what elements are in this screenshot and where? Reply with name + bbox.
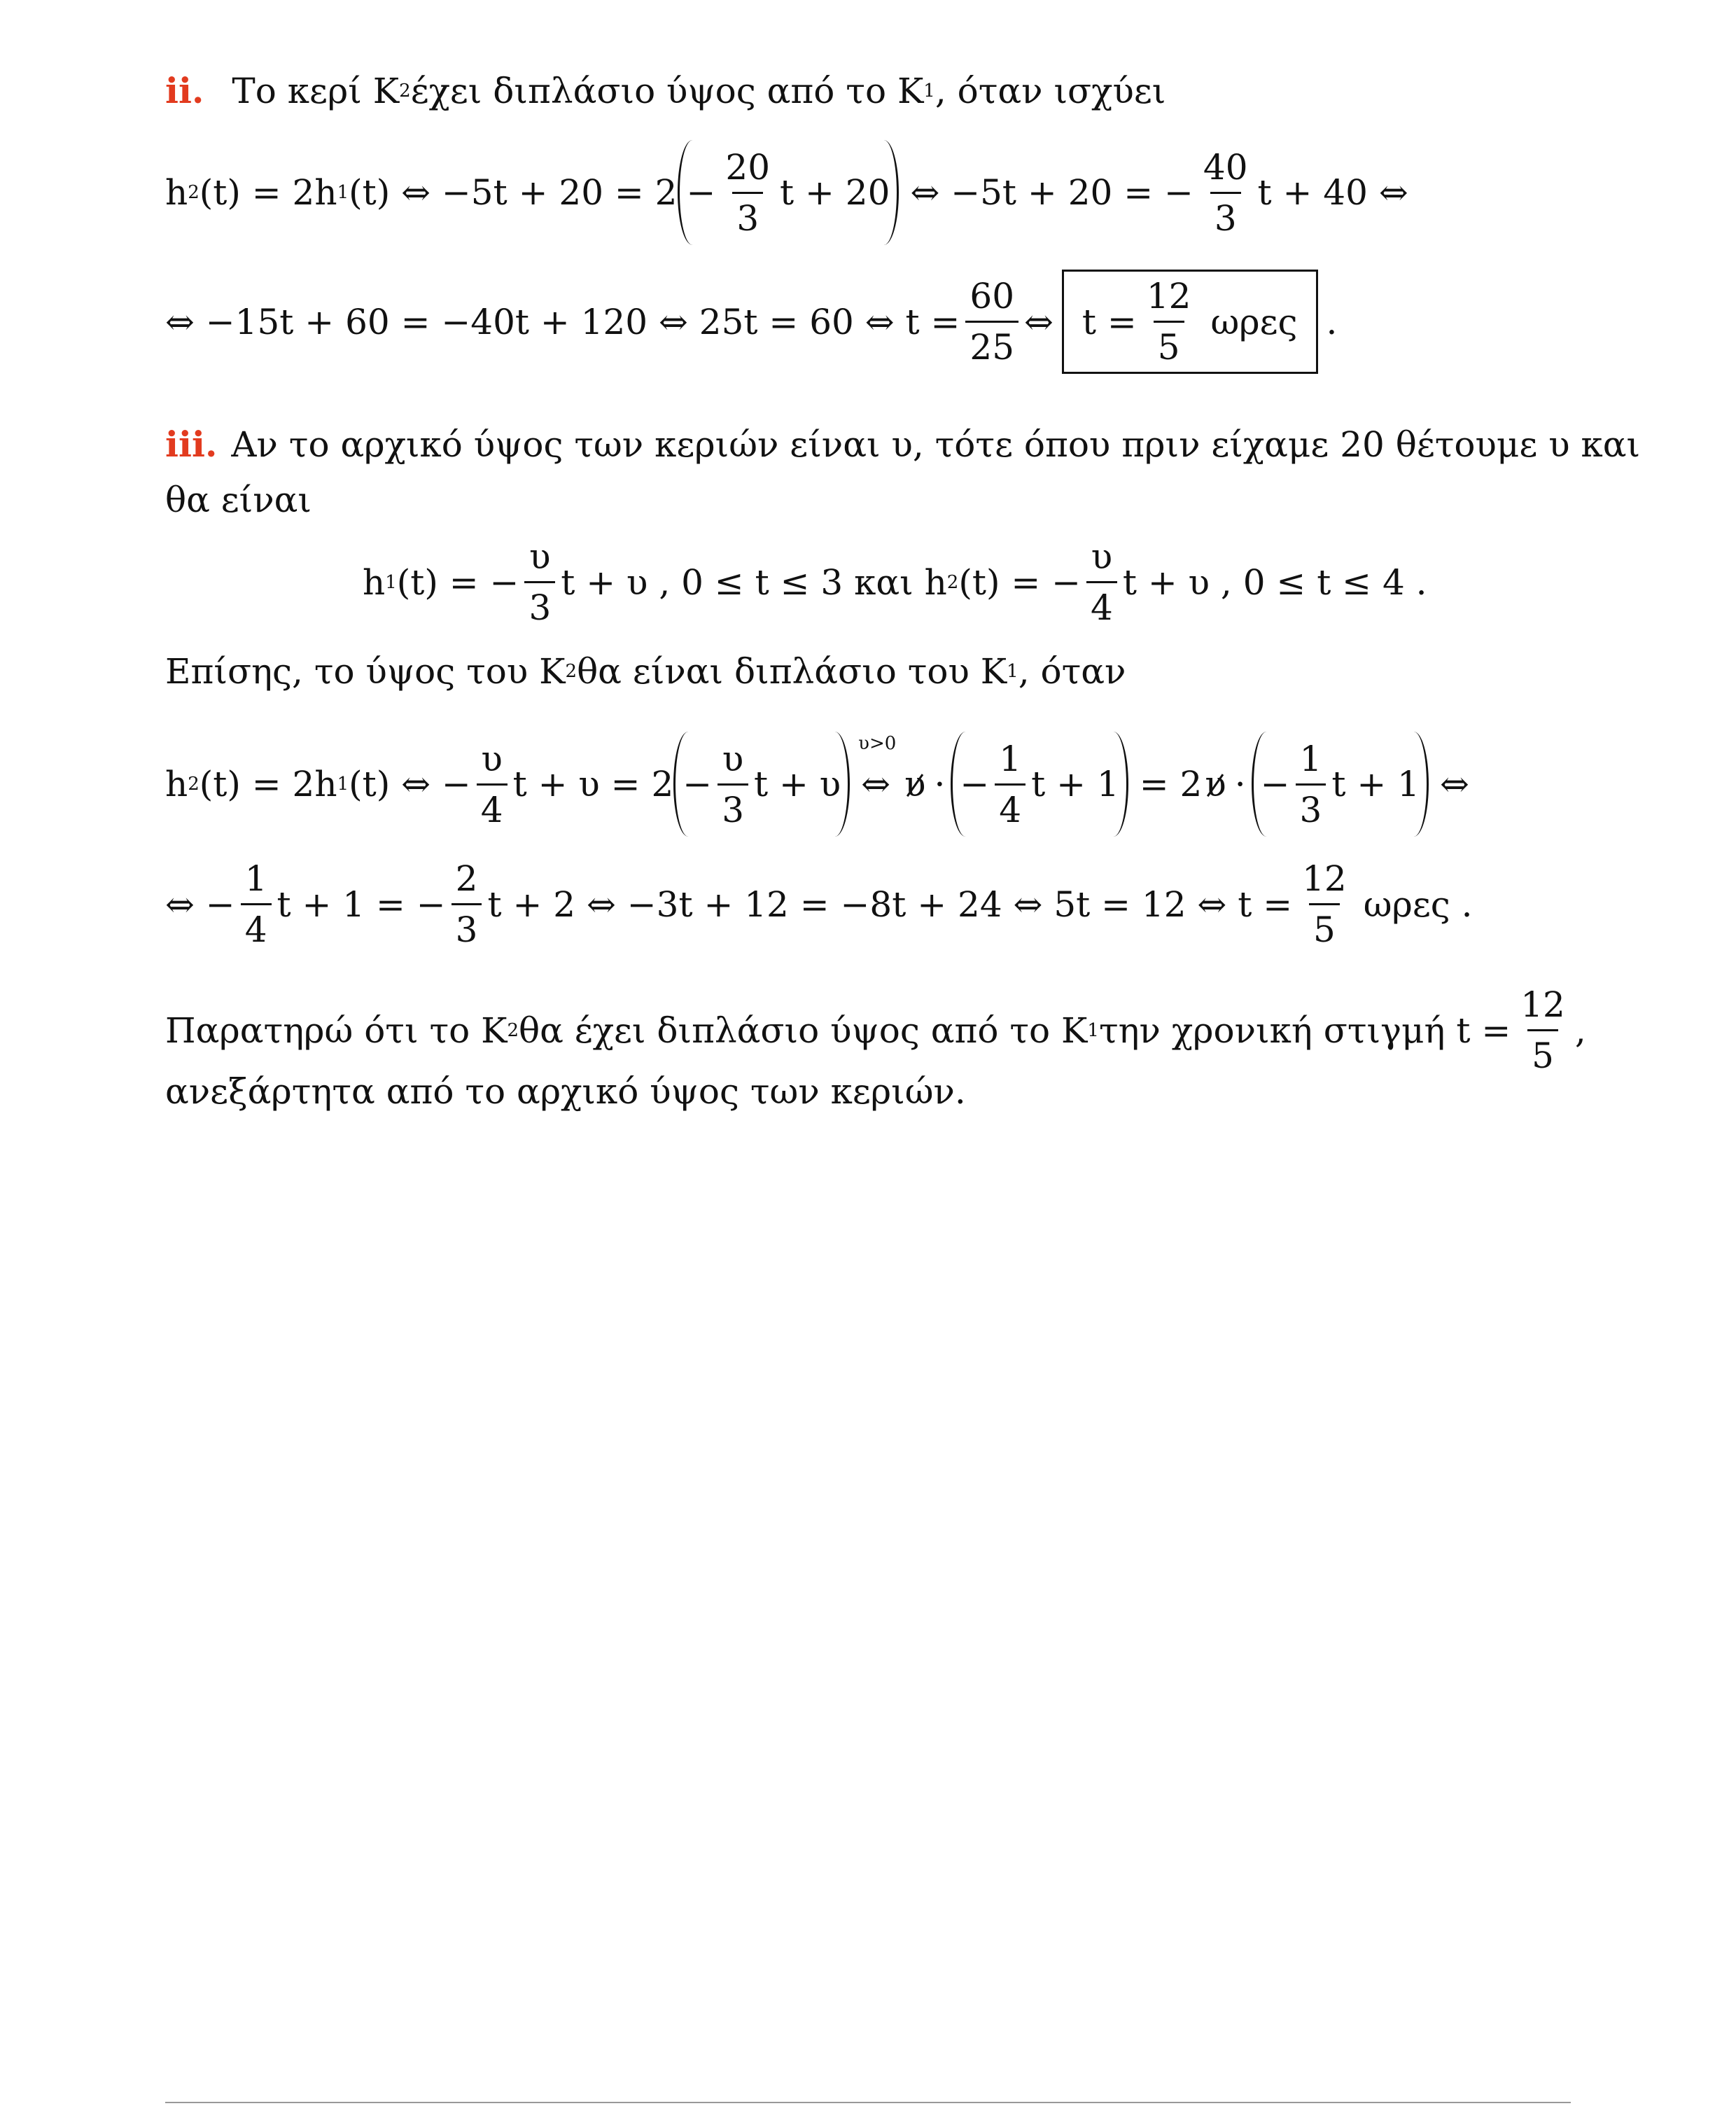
text: έχει διπλάσιο ύψος από το K — [410, 70, 924, 111]
text: Αν το αρχικό ύψος των κεριών είναι υ, τότε όπου πριν είχαμε 20 θέτουμε υ και — [231, 424, 1641, 465]
subscript: 2 — [188, 774, 200, 795]
denominator: 5 — [1309, 903, 1340, 947]
math: ⇔ − — [165, 884, 235, 925]
denominator: 25 — [965, 321, 1018, 365]
item-ii-equation-2 — [165, 270, 1337, 374]
math: · — [934, 764, 946, 804]
subscript: 2 — [399, 80, 411, 102]
denominator: 3 — [451, 903, 482, 947]
subscript: 1 — [1007, 661, 1018, 682]
math: ⇔ −5t + 20 = − — [910, 172, 1194, 213]
denominator: 3 — [732, 192, 763, 236]
subscript: 1 — [385, 571, 397, 593]
text: Το κερί K — [232, 70, 400, 111]
item-iii-equation-4 — [165, 858, 1473, 950]
fraction — [718, 738, 748, 830]
math: , — [1574, 1010, 1586, 1051]
condition: υ>0 — [858, 733, 897, 754]
math: − — [960, 764, 990, 804]
denominator: 3 — [1210, 192, 1241, 236]
math: − — [686, 172, 716, 213]
subscript: 2 — [188, 182, 200, 203]
answer-box — [1062, 270, 1318, 374]
numerator: 12 — [1520, 984, 1565, 1025]
math: (t) = 2h — [199, 172, 337, 213]
unit: ωρες — [1210, 301, 1298, 342]
math: (t) ⇔ − — [349, 764, 471, 804]
denominator: 3 — [1296, 783, 1326, 828]
math: (t) ⇔ −5t + 20 = 2 — [349, 172, 678, 213]
numerator: υ — [722, 738, 744, 779]
item-iii-definitions — [363, 536, 1427, 628]
math: (t) = 2h — [199, 764, 337, 804]
math: h — [363, 562, 386, 603]
numerator: υ — [1091, 536, 1113, 577]
math: t + υ = 2 — [512, 764, 674, 804]
item-iii-text-2 — [165, 480, 312, 520]
numerator: 60 — [969, 276, 1015, 316]
text: Επίσης, το ύψος του K — [165, 651, 566, 692]
denominator: 4 — [241, 903, 272, 947]
parenthesis — [951, 732, 1128, 837]
math: h — [165, 764, 188, 804]
numerator: 1 — [999, 738, 1022, 779]
unit: ωρες . — [1363, 884, 1473, 925]
fraction — [1298, 858, 1351, 950]
fraction — [1086, 536, 1117, 628]
text: Παρατηρώ ότι το K — [165, 1010, 507, 1051]
item-iii-equation-3 — [165, 732, 1469, 837]
math: ⇔ — [1439, 764, 1469, 804]
text: θα είναι διπλάσιο του K — [577, 651, 1007, 692]
text: θα έχει διπλάσιο ύψος από το K — [519, 1010, 1088, 1051]
math: ⇔ — [861, 764, 891, 804]
subscript: 1 — [923, 80, 935, 102]
math: t + υ , 0 ≤ t ≤ 4 . — [1122, 562, 1427, 603]
math: − — [682, 764, 713, 804]
text: , όταν — [1018, 651, 1126, 692]
numerator: 2 — [455, 858, 478, 899]
numerator: υ — [481, 738, 503, 779]
denominator: 5 — [1154, 321, 1184, 365]
math: (t) = − — [958, 562, 1082, 603]
parenthesis — [678, 140, 899, 245]
subscript: 2 — [946, 571, 959, 593]
conditional-iff — [858, 733, 897, 804]
item-iii-text-1 — [165, 424, 1640, 465]
math: t + 2 ⇔ −3t + 12 = −8t + 24 ⇔ 5t = 12 ⇔ t = — [487, 884, 1293, 925]
text: την χρονική στιγμή t = — [1098, 1010, 1511, 1051]
math: (t) = − — [396, 562, 519, 603]
denominator: 3 — [718, 783, 748, 828]
fraction — [1142, 276, 1196, 368]
fraction — [477, 738, 507, 830]
numerator: 1 — [244, 858, 267, 899]
math: t + 1 — [1331, 764, 1420, 804]
subscript: 2 — [565, 661, 578, 682]
fraction — [721, 146, 774, 239]
math: = 2 — [1139, 764, 1203, 804]
denominator: 4 — [995, 783, 1026, 828]
text: θα είναι — [165, 480, 312, 520]
numerator: 12 — [1146, 276, 1191, 316]
fraction — [241, 858, 272, 950]
math: h — [165, 172, 188, 213]
fraction — [1199, 146, 1252, 239]
subscript: 1 — [337, 182, 349, 203]
math: t + 1 — [1031, 764, 1119, 804]
numerator: 1 — [1299, 738, 1322, 779]
math: t + 1 = − — [276, 884, 446, 925]
item-iii-label: iii. — [165, 424, 218, 465]
math: t + υ — [754, 764, 841, 804]
numerator: 12 — [1302, 858, 1347, 899]
denominator: 4 — [477, 783, 507, 828]
math: t + 40 ⇔ — [1257, 172, 1408, 213]
footer-rule — [165, 2102, 1571, 2103]
math: ⇔ −15t + 60 = −40t + 120 ⇔ 25t = 60 ⇔ t = — [165, 301, 960, 342]
math: t + υ , 0 ≤ t ≤ 3 και h — [561, 562, 947, 603]
numerator: 40 — [1203, 146, 1248, 188]
parenthesis — [673, 732, 850, 837]
fraction — [965, 276, 1018, 368]
subscript: 1 — [1087, 1019, 1099, 1041]
cancelled-term: υ — [902, 764, 928, 804]
math: t = — [1082, 301, 1137, 342]
fraction — [995, 738, 1026, 830]
fraction — [451, 858, 482, 950]
fraction — [1516, 984, 1569, 1076]
math: · — [1234, 764, 1246, 804]
fraction — [524, 536, 555, 628]
parenthesis — [1252, 732, 1429, 837]
math: . — [1326, 301, 1338, 342]
conclusion-line-2 — [165, 1071, 966, 1112]
conclusion-line-1 — [165, 984, 1586, 1076]
math: t + 20 — [780, 172, 890, 213]
numerator: υ — [529, 536, 551, 577]
math: − — [1260, 764, 1290, 804]
item-ii-intro — [165, 70, 1166, 111]
text: ανεξάρτητα από το αρχικό ύψος των κεριών. — [165, 1071, 966, 1112]
denominator: 4 — [1086, 581, 1117, 625]
item-ii-label: ii. — [165, 70, 204, 111]
math: ⇔ — [1024, 301, 1054, 342]
text: , όταν ισχύει — [934, 70, 1166, 111]
numerator: 20 — [725, 146, 771, 188]
cancelled-term: υ — [1202, 764, 1228, 804]
denominator: 5 — [1527, 1029, 1558, 1073]
subscript: 1 — [337, 774, 349, 795]
item-ii-equation-1 — [165, 140, 1408, 245]
item-iii-also — [165, 651, 1126, 692]
fraction — [1296, 738, 1326, 830]
subscript: 2 — [507, 1019, 519, 1041]
denominator: 3 — [524, 581, 555, 625]
